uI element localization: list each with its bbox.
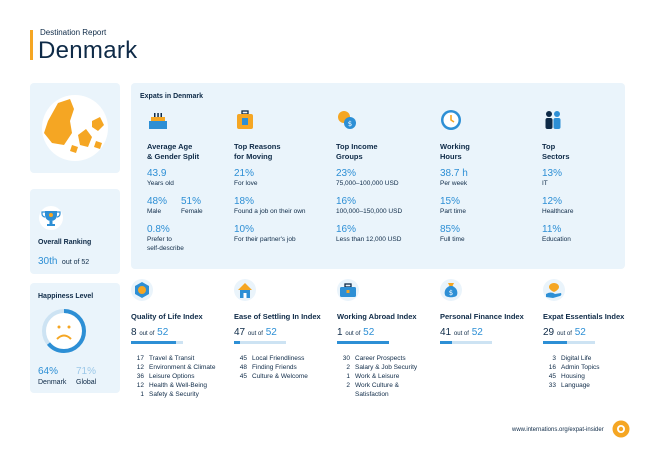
ease-of-settling-in-rank-total: 52 <box>265 327 277 338</box>
trophy-icon <box>38 205 64 231</box>
subindex-label: Leisure Options <box>149 373 195 380</box>
overall-rank-of: out of 52 <box>61 259 90 266</box>
quality-of-life-rank-of: out of <box>139 331 155 337</box>
personal-finance-title: Personal Finance Index <box>440 312 524 321</box>
working-abroad-subindex-list <box>337 354 437 399</box>
self-describe-label-2: self-describe <box>147 245 184 252</box>
quality-of-life-rank-bar-fill <box>131 341 176 344</box>
luggage-icon <box>234 109 256 131</box>
income-1-label: 75,000–100,000 USD <box>336 180 399 187</box>
income-title-line-1: Top Income <box>336 142 378 151</box>
working-abroad-rank-value: 1 <box>337 327 343 338</box>
expat-essentials-subindex-list <box>543 354 643 390</box>
self-describe-label-1: Prefer to <box>147 236 172 243</box>
overall-ranking-panel <box>30 189 120 274</box>
index-section <box>131 279 631 399</box>
subindex-row <box>543 363 643 372</box>
self-describe-value: 0.8% <box>147 224 170 235</box>
hours-1-label: Per week <box>440 180 468 187</box>
male-label: Male <box>147 208 162 215</box>
expats-panel <box>131 83 625 269</box>
hours-3-label: Full time <box>440 236 465 243</box>
sector-3-label: Education <box>542 236 571 243</box>
subindex-label: Digital Life <box>561 355 592 362</box>
ease-of-settling-in-rank-value: 47 <box>234 327 246 338</box>
subindex-label: Career Prospects <box>355 355 406 362</box>
income-title-line-2: Groups <box>336 152 363 161</box>
expat-essentials-title: Expat Essentials Index <box>543 312 625 321</box>
subindex-rank: 17 <box>136 355 144 362</box>
quality-of-life-subindex-list <box>131 354 231 399</box>
age-title-line-1: Average Age <box>147 142 193 151</box>
ease-of-settling-in-rank <box>234 327 334 338</box>
reason-2-value: 18% <box>234 196 255 207</box>
overall-ranking-value <box>38 251 89 269</box>
income-2-label: 100,000–150,000 USD <box>336 208 403 215</box>
working-abroad-rank-bar <box>337 341 389 344</box>
income-3-label: Less than 12,000 USD <box>336 236 402 243</box>
reason-3-value: 10% <box>234 224 255 235</box>
subindex-row <box>337 363 437 372</box>
accent-bar <box>30 30 33 60</box>
subindex-row <box>234 354 334 363</box>
subindex-rank: 45 <box>548 373 556 380</box>
report-label: Destination Report <box>40 28 107 37</box>
subindex-label: Salary & Job Security <box>355 364 418 371</box>
personal-finance-rank-bar-fill <box>440 341 452 344</box>
gender-male <box>147 196 181 216</box>
expats-column-sectors <box>542 109 622 244</box>
subindex-row <box>131 372 231 381</box>
personal-finance-index <box>440 279 540 344</box>
subindex-row <box>234 363 334 372</box>
reason-3-label: For their partner's job <box>234 236 296 243</box>
footer-url[interactable]: www.internations.org/expat-insider <box>512 427 604 433</box>
subindex-row <box>131 390 231 399</box>
subindex-row <box>337 390 437 399</box>
age-label: Years old <box>147 180 174 187</box>
sector-2-value: 12% <box>542 196 563 207</box>
subindex-rank: 16 <box>548 364 556 371</box>
subindex-rank: 36 <box>136 373 144 380</box>
hours-2-label: Part time <box>440 208 467 215</box>
ease-of-settling-in-rank-bar-fill <box>234 341 240 344</box>
subindex-label: Admin Topics <box>561 364 600 371</box>
happiness-panel <box>30 283 120 393</box>
map-panel <box>30 83 120 173</box>
ease-of-settling-in-index <box>234 279 334 381</box>
expats-heading: Expats in Denmark <box>140 93 204 100</box>
quality-of-life-rank-total: 52 <box>157 327 169 338</box>
subindex-row <box>543 372 643 381</box>
hours-1-value: 38.7 h <box>440 168 468 179</box>
subindex-rank: 2 <box>346 364 350 371</box>
subindex-label: Safety & Security <box>149 391 199 398</box>
subindex-row <box>131 354 231 363</box>
subindex-rank: 33 <box>548 382 556 389</box>
expat-essentials-index <box>543 279 643 390</box>
subindex-label: Work Culture & <box>355 382 399 389</box>
hours-2-value: 15% <box>440 196 461 207</box>
expat-essentials-rank <box>543 327 643 338</box>
denmark-map-icon <box>30 83 120 173</box>
working-abroad-rank-total: 52 <box>363 327 375 338</box>
subindex-row <box>234 372 334 381</box>
subindex-rank: 1 <box>140 391 144 398</box>
sector-1-value: 13% <box>542 168 563 179</box>
svg-text:$: $ <box>347 120 353 128</box>
female-value: 51% <box>181 196 202 207</box>
reasons-title-line-2: for Moving <box>234 152 273 161</box>
working-abroad-rank-of: out of <box>345 331 361 337</box>
hours-3-value: 85% <box>440 224 461 235</box>
subindex-row <box>543 381 643 390</box>
sad-face-eye-left <box>58 326 61 329</box>
ease-of-settling-in-rank-of: out of <box>247 331 263 337</box>
sectors-title-line-1: Top <box>542 142 556 151</box>
subindex-label: Language <box>561 382 590 389</box>
svg-text:$: $ <box>448 289 454 297</box>
quality-of-life-rank <box>131 327 231 338</box>
briefcase-icon <box>337 279 359 301</box>
happiness-global-label: Global <box>76 379 97 386</box>
subindex-rank: 3 <box>552 355 556 362</box>
reason-2-label: Found a job on their own <box>234 208 306 215</box>
sector-3-value: 11% <box>542 224 562 235</box>
expat-essentials-rank-bar <box>543 341 595 344</box>
subindex-row <box>337 354 437 363</box>
subindex-row <box>131 363 231 372</box>
income-3-value: 16% <box>336 224 357 235</box>
working-abroad-rank <box>337 327 437 338</box>
happiness-global-value: 71% <box>76 366 97 377</box>
money-bag-icon <box>440 279 462 301</box>
quality-of-life-rank-bar <box>131 341 183 344</box>
subindex-rank: 30 <box>342 355 350 362</box>
subindex-rank: 1 <box>346 373 350 380</box>
happiness-denmark-label: Denmark <box>38 379 67 386</box>
subindex-label: Housing <box>561 373 585 380</box>
quality-of-life-rank-value: 8 <box>131 327 137 338</box>
age-value: 43.9 <box>147 168 167 179</box>
sad-face-eye-right <box>68 326 71 329</box>
page-title: Denmark <box>38 37 138 64</box>
subindex-label: Culture & Welcome <box>252 373 308 380</box>
sector-2-label: Healthcare <box>542 208 574 215</box>
happiness-gauge <box>40 307 88 355</box>
expat-essentials-rank-value: 29 <box>543 327 555 338</box>
working-abroad-rank-bar-fill <box>337 341 389 344</box>
personal-finance-rank <box>440 327 540 338</box>
globe-badge-icon <box>131 279 153 301</box>
working-abroad-title: Working Abroad Index <box>337 312 417 321</box>
internations-logo-icon <box>612 420 630 438</box>
income-1-value: 23% <box>336 168 357 179</box>
people-icon <box>542 109 564 131</box>
subindex-label: Finding Friends <box>252 364 297 371</box>
subindex-label: Environment & Climate <box>149 364 216 371</box>
quality-of-life-index <box>131 279 231 399</box>
subindex-row <box>543 354 643 363</box>
quality-of-life-title: Quality of Life Index <box>131 312 203 321</box>
subindex-rank: 45 <box>239 355 247 362</box>
female-label: Female <box>181 208 203 215</box>
ease-of-settling-in-title: Ease of Settling In Index <box>234 312 321 321</box>
house-icon <box>234 279 256 301</box>
subindex-row <box>337 372 437 381</box>
age-title-line-2: & Gender Split <box>147 152 200 161</box>
expats-column-reasons <box>234 109 334 244</box>
hours-title-line-1: Working <box>440 142 470 151</box>
reason-1-value: 21% <box>234 168 255 179</box>
subindex-row <box>337 381 437 390</box>
ease-of-settling-in-rank-bar <box>234 341 286 344</box>
subindex-label: Local Friendliness <box>252 355 305 362</box>
hand-heart-icon <box>543 279 565 301</box>
subindex-label: Travel & Transit <box>149 355 195 362</box>
subindex-rank: 12 <box>136 382 144 389</box>
male-value: 48% <box>147 196 168 207</box>
expats-column-age-gender <box>147 109 237 253</box>
expat-essentials-rank-of: out of <box>556 331 572 337</box>
subindex-rank: 2 <box>346 382 350 389</box>
expat-essentials-rank-total: 52 <box>574 327 586 338</box>
expat-essentials-rank-bar-fill <box>543 341 567 344</box>
hours-title-line-2: Hours <box>440 152 462 161</box>
clock-icon <box>440 109 462 131</box>
ease-of-settling-in-subindex-list <box>234 354 334 381</box>
subindex-label: Satisfaction <box>355 391 389 398</box>
happiness-heading: Happiness Level <box>38 293 94 300</box>
expats-column-hours <box>440 109 530 244</box>
personal-finance-rank-of: out of <box>453 331 469 337</box>
happiness-denmark-value: 64% <box>38 366 59 377</box>
sectors-title-line-2: Sectors <box>542 152 570 161</box>
sector-1-label: IT <box>542 180 548 187</box>
subindex-label: Work & Leisure <box>355 373 400 380</box>
personal-finance-rank-bar <box>440 341 492 344</box>
personal-finance-rank-total: 52 <box>471 327 483 338</box>
reasons-title-line-1: Top Reasons <box>234 142 281 151</box>
subindex-rank: 12 <box>136 364 144 371</box>
expats-column-income <box>336 109 436 244</box>
subindex-row <box>131 381 231 390</box>
gender-split <box>147 196 237 216</box>
subindex-label: Health & Well-Being <box>149 382 208 389</box>
income-2-value: 16% <box>336 196 357 207</box>
cake-icon <box>147 109 169 131</box>
overall-ranking-heading: Overall Ranking <box>38 239 92 246</box>
overall-rank: 30th <box>38 256 58 267</box>
personal-finance-rank-value: 41 <box>440 327 452 338</box>
subindex-rank: 48 <box>239 364 247 371</box>
gender-female <box>181 196 203 216</box>
reason-1-label: For love <box>234 180 258 187</box>
working-abroad-index <box>337 279 437 399</box>
coins-icon <box>336 109 358 131</box>
subindex-rank: 45 <box>239 373 247 380</box>
